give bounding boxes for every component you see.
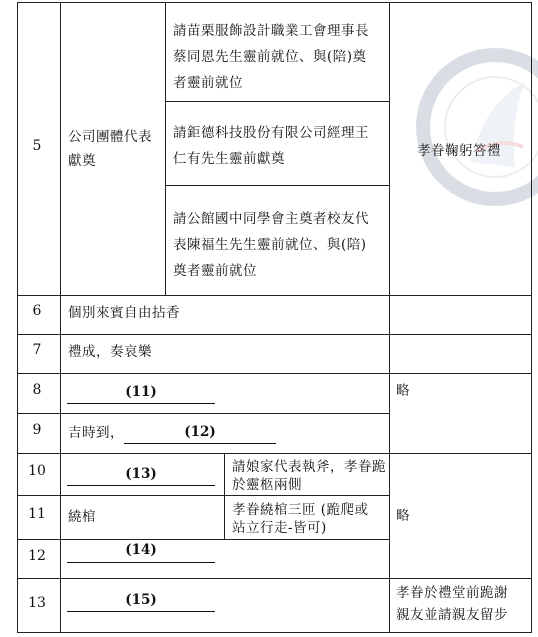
row-note: 孝眷於禮堂前跪謝 — [396, 585, 508, 601]
blank-label: (11) — [125, 384, 157, 400]
sub-item: 請苗栗服飾設計職業工會理事長 — [173, 23, 369, 39]
grid-line — [17, 413, 389, 414]
row-item: 獻奠 — [68, 153, 96, 169]
fill-blank[interactable] — [67, 403, 215, 404]
sub-item: 請鉅德科技股份有限公司經理王 — [173, 125, 369, 141]
sub-item: 者靈前就位 — [173, 75, 243, 91]
row-number: 10 — [28, 463, 46, 479]
agency-logo-watermark — [415, 42, 538, 212]
row-detail: 孝眷繞棺三匝 (跪爬或 — [232, 502, 369, 518]
row-number: 5 — [32, 138, 42, 154]
blank-label: (12) — [184, 424, 216, 440]
grid-line — [165, 185, 389, 186]
grid-line — [17, 578, 532, 579]
row-note: 孝眷鞠躬答禮 — [417, 143, 501, 159]
grid-line — [531, 2, 532, 633]
row-number: 7 — [32, 342, 42, 358]
row-item: 公司團體代表 — [68, 129, 152, 145]
sub-item: 奠者靈前就位 — [173, 263, 257, 279]
row-number: 9 — [32, 422, 42, 438]
blank-label: (15) — [125, 592, 157, 608]
sub-item: 表陳福生先生靈前就位、與(陪) — [173, 237, 367, 253]
sub-item: 仁有先生靈前獻奠 — [173, 151, 285, 167]
grid-line — [17, 2, 532, 3]
row-note: 略 — [396, 508, 410, 524]
row-detail: 請娘家代表執斧，孝眷跪 — [232, 459, 386, 475]
fill-blank[interactable] — [124, 443, 276, 444]
blank-label: (13) — [125, 466, 157, 482]
grid-line — [17, 295, 532, 296]
grid-line — [165, 2, 166, 296]
fill-blank[interactable] — [67, 611, 215, 612]
grid-line — [17, 373, 532, 374]
grid-line — [17, 495, 389, 496]
grid-line — [224, 453, 225, 540]
row-number: 8 — [32, 382, 42, 398]
row-item: 個別來賓自由拈香 — [68, 305, 180, 321]
row-number: 6 — [32, 303, 42, 319]
fill-blank[interactable] — [67, 562, 215, 563]
row-note: 略 — [396, 383, 410, 399]
row-item: 禮成，奏哀樂 — [68, 344, 152, 360]
row-item: 繞棺 — [68, 509, 96, 525]
grid-line — [17, 334, 532, 335]
row-number: 11 — [28, 506, 46, 522]
row-number: 12 — [28, 548, 46, 564]
grid-line — [17, 539, 389, 540]
row-detail: 站立行走-皆可) — [232, 520, 327, 536]
row-prefix: 吉時到， — [68, 425, 124, 441]
grid-line — [165, 101, 389, 102]
grid-line — [389, 2, 390, 633]
sub-item: 請公館國中同學會主奠者校友代 — [173, 211, 369, 227]
grid-line — [17, 632, 532, 633]
row-number: 13 — [28, 595, 46, 611]
fill-blank[interactable] — [67, 485, 215, 486]
row-note: 親友並請親友留步 — [396, 607, 508, 623]
sub-item: 蔡同恩先生靈前就位、與(陪)奠 — [173, 49, 367, 65]
grid-line — [60, 2, 61, 633]
blank-label: (14) — [125, 542, 157, 558]
row-detail: 於靈柩兩側 — [232, 477, 302, 493]
